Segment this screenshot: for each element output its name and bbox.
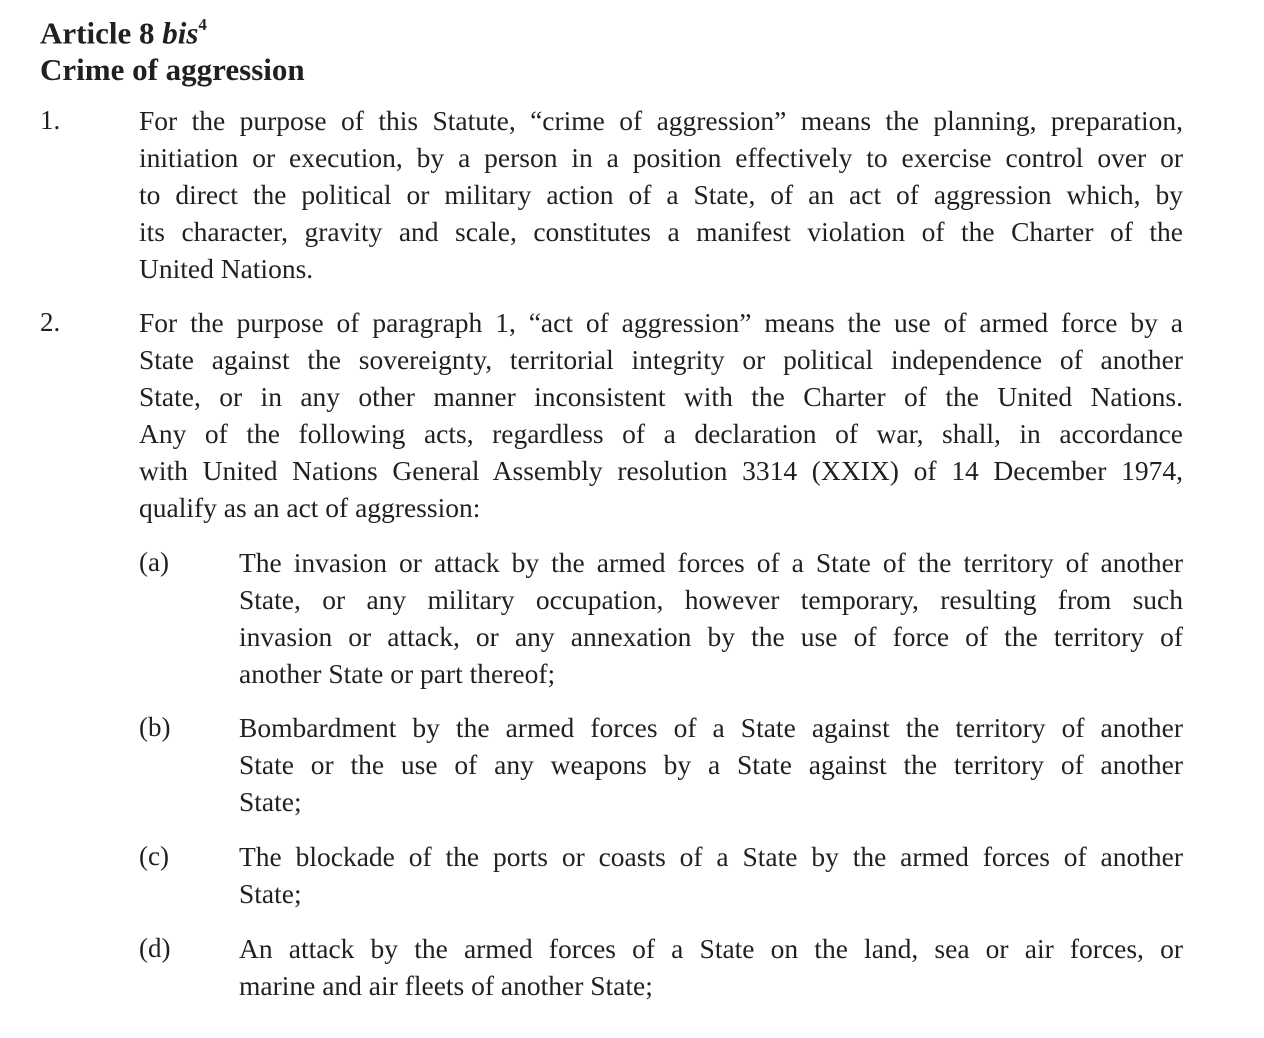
text-line: invasion or attack, or any annexation by the use of force of the territory of: [239, 621, 1183, 652]
text-line: Any of the following acts, regardless of a declaration of war, shall, in accordance: [139, 418, 1183, 449]
article-title-prefix: Article 8: [40, 15, 163, 51]
text-line: State;: [239, 878, 302, 909]
article-heading: [40, 8, 305, 88]
text-line: For the purpose of paragraph 1, “act of aggression” means the use of armed force by a: [139, 307, 1183, 338]
sub-item-label: (b): [139, 712, 171, 742]
text-line: United Nations.: [139, 253, 314, 284]
sub-item-text: [239, 709, 1183, 820]
paragraph-number: 1.: [40, 105, 61, 135]
text-line: initiation or execution, by a person in a position effectively to exercise control over or: [139, 142, 1183, 173]
text-line: with United Nations General Assembly resolution 3314 (XXIX) of 14 December 1974,: [139, 455, 1183, 486]
footnote-reference[interactable]: 4: [198, 15, 207, 34]
article-title-italic: bis: [162, 15, 199, 51]
sub-item-label: (a): [139, 547, 169, 577]
sub-item-label: (d): [139, 933, 171, 963]
paragraph-number: 2.: [40, 307, 61, 337]
text-line: For the purpose of this Statute, “crime of aggression” means the planning, preparation,: [139, 105, 1183, 136]
text-line: to direct the political or military action of a State, of an act of aggression which, by: [139, 179, 1183, 210]
text-line: State against the sovereignty, territorial integrity or political independence of another: [139, 344, 1183, 375]
sub-item-label: (c): [139, 841, 169, 871]
text-line: its character, gravity and scale, constitutes a manifest violation of the Charter of the: [139, 216, 1183, 247]
text-line: An attack by the armed forces of a State on the land, sea or air forces, or: [239, 933, 1183, 964]
text-line: Bombardment by the armed forces of a State against the territory of another: [239, 712, 1183, 743]
paragraph-text: [139, 304, 1183, 526]
text-line: State, or any military occupation, however temporary, resulting from such: [239, 584, 1183, 615]
article-subtitle: Crime of aggression: [40, 52, 305, 88]
text-line: another State or part thereof;: [239, 658, 556, 689]
sub-item-text: [239, 838, 1183, 912]
text-line: State;: [239, 786, 302, 817]
text-line: marine and air fleets of another State;: [239, 970, 653, 1001]
text-line: The invasion or attack by the armed forces of a State of the territory of another: [239, 547, 1183, 578]
sub-item-text: [239, 544, 1183, 692]
sub-item-text: [239, 930, 1183, 1004]
text-line: State or the use of any weapons by a State against the territory of another: [239, 749, 1183, 780]
text-line: State, or in any other manner inconsistent with the Charter of the United Nations.: [139, 381, 1183, 412]
text-line: The blockade of the ports or coasts of a State by the armed forces of another: [239, 841, 1183, 872]
article-title: [40, 8, 305, 51]
text-line: qualify as an act of aggression:: [139, 492, 481, 523]
paragraph-text: [139, 102, 1183, 287]
